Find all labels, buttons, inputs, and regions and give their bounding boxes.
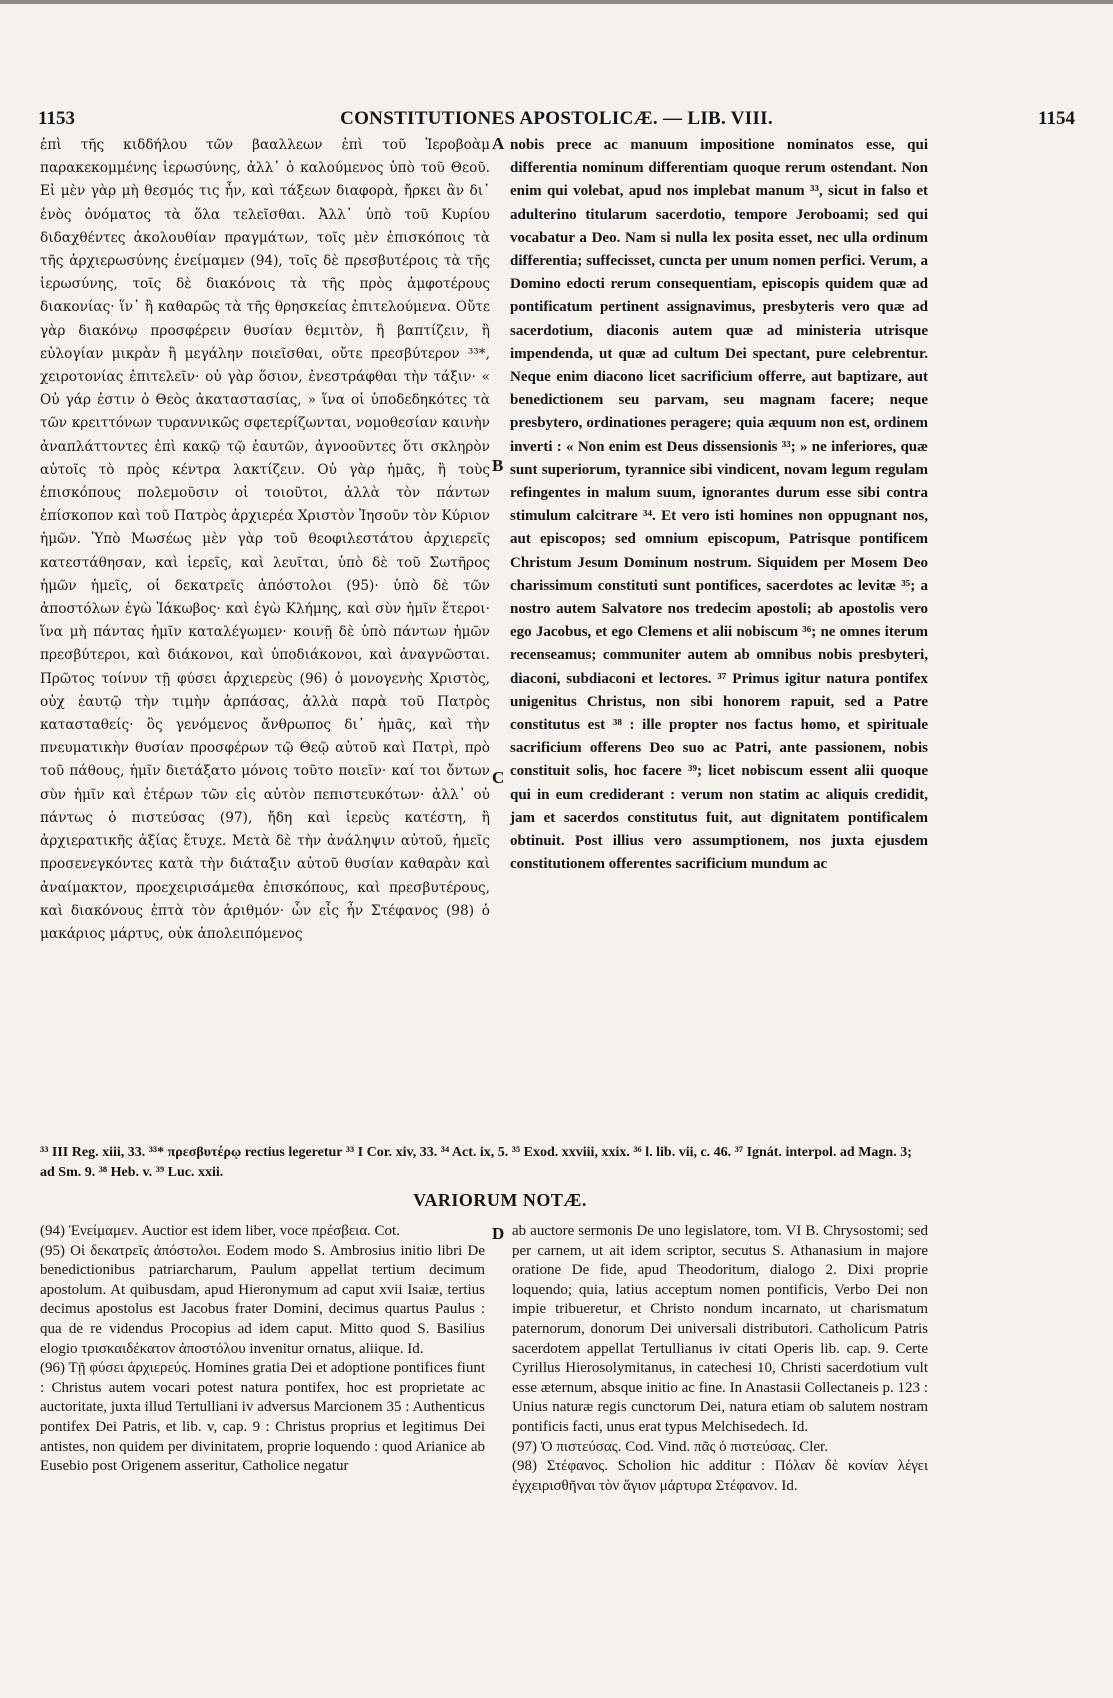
- page-top-rule: [0, 0, 1113, 4]
- note-94: (94) Ἐνείμαμεν. Auctior est idem liber, voce πρέσβεια. Cot.: [40, 1223, 400, 1239]
- notes-left-column: [40, 1222, 485, 1582]
- greek-text: ἐπὶ τῆς κιδδήλου τῶν βααλλεων ἐπὶ τοῦ Ἱεροβοὰμ παρακεκομμένης ἱερωσύνης, ἀλλ᾽ ὁ καλούμενος ὑπὸ τοῦ Θεοῦ. Εἰ μὲν γὰρ μὴ θεσμός τις ἦν, καὶ τάξεων διαφορὰ, ἤρκει ἂν δι᾽ ἑνὸς ὀνόματος τὰ ὅλα τελεῖσθαι. Ἀλλ᾽ ὑπὸ τοῦ Κυρίου διδαχθέντες ἀκολουθίαν πραγμάτων, τοῖς μὲν ἐπισκόποις τὰ τῆς ἀρχιερωσύνης ἐνείμαμεν (94), τοῖς δὲ πρεσβυτέροις τὰ τῆς ἱερωσύνης, τοῖς δὲ διακόνοις τὰ τῆς πρὸς ἀμφοτέρους διακονίας· ἵν᾽ ἢ καθαρῶς τὰ τῆς θρησκείας ἐπιτελούμενα. Οὔτε γὰρ διακόνῳ προσφέρειν θυσίαν θεμιτὸν, ἢ βαπτίζειν, ἢ εὐλογίαν μικρὰν ἢ μεγάλην ποιεῖσθαι, οὔτε πρεσβύτερον ³³*, χειροτονίας ἐπιτελεῖν· οὐ γὰρ ὅσιον, ἐνεστράφθαι τὴν τάξιν· « Οὐ γάρ ἐστιν ὁ Θεὸς ἀκαταστασίας, » ἵνα οἱ ὑποδεδηκότες τὰ τῶν κρειττόνων τυραννικῶς σφετερίζωνται, νομοθεσίαν καινὴν ἀναπλάττοντες ἐπὶ κακῷ τῷ ἑαυτῶν, ἀγνοοῦντες ὅτι σκληρὸν αὐτοῖς τὸ πρὸς κέντρα λακτίζειν. Οὐ γὰρ ἡμᾶς, ἢ τοὺς ἐπισκόπους πολεμοῦσιν οἱ τοιοῦτοι, ἀλλὰ τὸν πάντων ἐπίσκοπον καὶ τοῦ Πατρὸς ἀρχιερέα Χριστὸν Ἰησοῦν τὸν Κύριον ἡμῶν. Ὑπὸ Μωσέως μὲν γὰρ τοῦ θεοφιλεστάτου ἀρχιερεῖς κατεστάθησαν, καὶ ἱερεῖς, καὶ λευῖται, ὑπὸ δὲ τοῦ Σωτῆρος ἡμῶν ἡμεῖς, οἱ δεκατρεῖς ἀπόστολοι (95)· ὑπὸ δὲ τῶν ἀποστόλων ἐγὼ Ἰάκωβος· καὶ ἐγὼ Κλήμης, καὶ σὺν ἡμῖν ἕτεροι· ἵνα μὴ πάντας ἡμῖν καταλέγωμεν· κοινῇ δὲ ὑπὸ πάντων ἡμῶν πρεσβύτεροι, καὶ διάκονοι, καὶ ὑποδιάκονοι, καὶ ἀναγνῶσται. Πρῶτος τοίνυν τῇ φύσει ἀρχιερεὺς (96) ὁ μονογενὴς Χριστὸς, οὐχ ἑαυτῷ τὴν τιμὴν ἁρπάσας, ἀλλὰ παρὰ τοῦ Πατρὸς κατασταθείς· ὃς γενόμενος ἄνθρωπος δι᾽ ἡμᾶς, καὶ τὴν πνευματικὴν θυσίαν προσφέρων τῷ Θεῷ αὐτοῦ καὶ Πατρὶ, πρὸ τοῦ πάθους, ἡμῖν διετάξατο μόνοις τοῦτο ποιεῖν· καί τοι ὄντων σὺν ἡμῖν καὶ ἑτέρων τῶν εἰς αὐτὸν πεπιστευκότων· ἀλλ᾽ οὐ πάντως ὁ πιστεύσας (97), ἤδη καὶ ἱερεὺς κατέστη, ἢ ἀρχιερατικῆς ἀξίας ἔτυχε. Μετὰ δὲ τὴν ἀνάληψιν αὐτοῦ, ἡμεῖς προσενεγκόντες κατὰ τὴν διάταξιν αὐτοῦ θυσίαν καθαρὰν καὶ ἀναίμακτον, προεχειρισάμεθα ἐπισκόπους, καὶ πρεσβυτέρους, καὶ διακόνους ἑπτὰ τὸν ἀριθμόν· ὧν εἷς ἦν Στέφανος (98) ὁ μακάριος μάρτυς, οὐκ ἀπολειπόμενος: [40, 137, 490, 942]
- notes-heading: VARIORUM NOTÆ.: [413, 1190, 587, 1210]
- greek-column: [40, 134, 490, 1136]
- note-95: (95) Οἱ δεκατρεῖς ἀπόστολοι. Eodem modo S. Ambrosius initio libri De benedictionibus patriarcharum, Paulum appellat tertium decimum apostolum. At quibusdam, apud Hieronymum ad caput xvii Isaiæ, tertius decimus apostolus est Jacobus frater Domini, decimus quartus Paulus : qua de re videndus Procopius ad idem caput. Mitto quod S. Basilius elogio τρισκαιδέκατον ἀποστόλου invenitur ornatus, aliique. Id.: [40, 1242, 485, 1357]
- section-marker-c: C: [492, 768, 505, 787]
- running-header: [38, 108, 1075, 132]
- scripture-references: [40, 1143, 928, 1185]
- note-96: (96) Τῇ φύσει ἀρχιερεύς. Homines gratia Dei et adoptione pontifices fiunt : Christus autem vocari potest natura pontifex, hoc est proprietate ac auctoritate, juxta illud Tertulliani iv adversus Marcionem 35 : Authenticus pontifex Dei Patris, et lib. v, cap. 9 : Christus proprius et legitimus Dei antistes, non quidem per divinitatem, proprie loquendo : quod Arianice ab Eusebio post Origenem asseritur, Catholice negatur: [40, 1360, 485, 1475]
- notes-right-column: [512, 1222, 928, 1582]
- latin-text: nobis prece ac manuum impositione nominatos esse, qui differentia nominum differentiam quoque rerum ostendant. Non enim qui volebat, apud nos implebat manum ³³, sicut in falso et adulterino titularum sacerdotio, tempore Jeroboami; sed qui vocabatur a Deo. Nam si nulla lex posita esset, nec ulla ordinum differentia; suffecisset, cuncta per unum nomen perfici. Verum, a Domino edocti rerum consequentiam, episcopis quidem quæ ad pontificatum pertinent assignavimus, presbyteris vero quæ ad sacerdotium, diaconis autem quæ ad ministeria utrisque impendenda, ut quæ ad cultum Dei spectant, pure celebrentur. Neque enim diacono licet sacrificium offerre, aut baptizare, aut benedictionem seu parvam, seu magnam facere; neque presbytero, ordinationes peragere; quia æquum non est, ordinem inverti : « Non enim est Deus dissensionis ³³; » ne inferiores, quæ sunt superiorum, tyrannice sibi vindicent, novam legum regulam refingentes in malum suum, ignorantes durum esse sibi contra stimulum calcitrare ³⁴. Et vero isti homines non oppugnant nos, aut episcopos; sed omnium episcopum, Patrisque pontificem Christum Jesum Dominum nostrum. Siquidem per Mosem Deo charissimum constituti sunt pontifices, sacerdotes ac levitæ ³⁵; a nostro autem Salvatore nos tredecim apostoli; ab apostolis vero ego Jacobus, et ego Clemens et alii nobiscum ³⁶; ne omnes iterum recenseamus; communiter autem ab omnibus nobis presbyteri, diaconi, subdiaconi et lectores. ³⁷ Primus igitur natura pontifex unigenitus Christus, non sibi honorem rapuit, sed a Patre constitutus est ³⁸ : ille propter nos factus homo, et spirituale sacrificium offerens Deo suo ac Patri, ante passionem, nobis constituit solis, hoc facere ³⁹; licet nobiscum essent alii quoque qui in eum crediderant : verum non statim ac aliquis credidit, jam et sacerdos constitutus fuit, aut dignitatem pontificalem obtinuit. Post illius vero assumptionem, nos juxta ejusdem constitutionem offerentes sacrificium mundum ac: [510, 137, 928, 873]
- latin-column: [510, 134, 928, 1136]
- page-number-right: 1154: [1038, 108, 1075, 129]
- references-text: ³³ III Reg. xiii, 33. ³³* πρεσβυτέρῳ rectius legeretur ³³ I Cor. xiv, 33. ³⁴ Act. ix, 5. ³⁵ Exod. xxviii, xxix. ³⁶ l. lib. vii, c. 46. ³⁷ Ignát. interpol. ad Magn. 3; ad Sm. 9. ³⁸ Heb. v. ³⁹ Luc. xxii.: [40, 1145, 912, 1180]
- section-marker-a: A: [492, 134, 505, 153]
- section-marker-b: B: [492, 456, 504, 475]
- section-marker-d: D: [492, 1224, 505, 1243]
- note-98: (98) Στέφανος. Scholion hic additur : Πόλαν δὲ κονίαν λέγει ἐγχειρισθῆναι τὸν ἅγιον μάρτυρα Στέφανον. Id.: [512, 1458, 928, 1494]
- note-96-continued: ab auctore sermonis De uno legislatore, tom. VI B. Chrysostomi; sed per carnem, ut ait idem scriptor, secutus S. Athanasium in majore oratione De fide, apud Theodoritum, dialogo 2. Dixi proprie loquendo; quia, latius acceptum nomen pontificis, Verbo Dei non impie tribueretur, et Christo nondum incarnato, ut charismatum paternorum, donorum Dei universali distributori. Catholicum Patris sacerdotem appellat Tertullianus iv citati Operis lib. cap. 9. Certe Cyrillus Hierosolymitanus, in catechesi 10, Christi sacerdotium vult esse æternum, absque initio ac fine. In Anastasii Collectaneis p. 123 : Unius naturæ regis cunctorum Dei, natura etiam ob salutem nostram pontificis facti, unus erat typus Melchisedech. Id.: [512, 1223, 928, 1435]
- note-97: (97) Ὁ πιστεύσας. Cod. Vind. πᾶς ὁ πιστεύσας. Cler.: [512, 1438, 828, 1455]
- page-number-left: 1153: [38, 108, 75, 129]
- running-title: CONSTITUTIONES APOSTOLICÆ. — LIB. VIII.: [340, 108, 773, 129]
